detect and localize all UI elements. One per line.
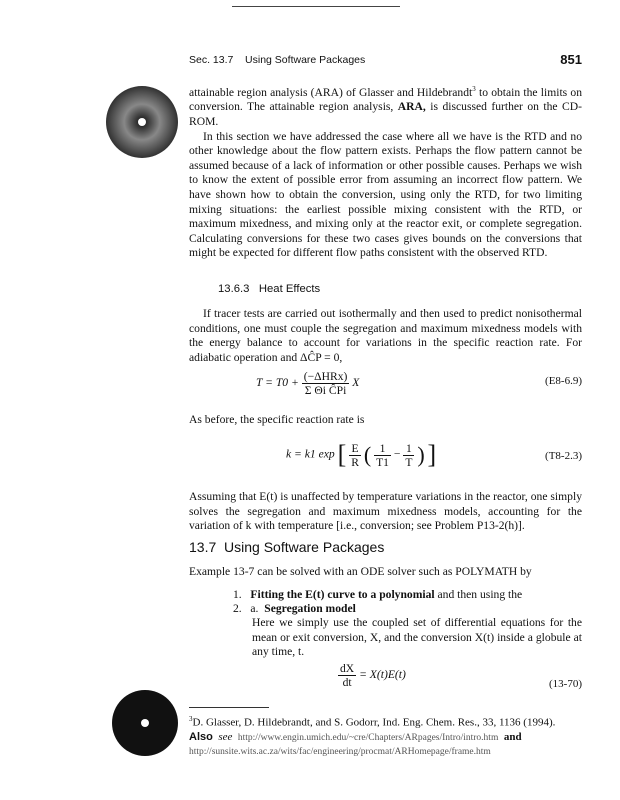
footnote-link-2[interactable]: http://sunsite.wits.ac.za/wits/fac/engineering/procmat/ARHomepage/frame.htm xyxy=(189,746,491,757)
running-title: Using Software Packages xyxy=(245,54,366,66)
equation-rate-constant: k = k1 exp [ $\frac{E}{R}$ ( $\frac{1}{T1}$ − $\frac{1}{T}$ ) ] xyxy=(286,440,437,469)
footnote-citation: D. Glasser, D. Hildebrandt, and S. Godorr, Ind. Eng. Chem. Res., 33, 1136 (1994). xyxy=(192,716,556,729)
footnote: $^3$D. Glasser, D. Hildebrandt, and S. Godorr, Ind. Eng. Chem. Res., 33, 1136 (1994). Also see http://www.engin.umich.edu/~cre/Chapters/ARpages/Intro/intro.htm and http://sunsite.wits.ac.za/wits/fac/engineering/procmat/ARHomepage/frame.htm xyxy=(189,712,591,759)
list-item-2: 2. a. Segregation model xyxy=(233,602,356,615)
paragraph-rtd: In this section we have addressed the case where all we have is the RTD and no other knowledge about the flow pattern exists. Perhaps the flow pattern cannot be assumed because of a lack of information or other possible causes. Perhaps we wish to know the extent of possible error from assuming an incorrect flow pattern. We have shown how to obtain the conversion, using only the RTD, for two limiting mixing situations: the earliest possible mixing consistent with the RTD, or maximum mixedness, and mixing only at the reactor exit, or complete segregation. Calculating conversions for these two cases gives bounds on the conversions that might be expected for different flow paths consistent with the observed RTD. xyxy=(189,129,582,260)
equation-number-13-70: (13-70) xyxy=(549,678,582,690)
paragraph-ara: attainable region analysis (ARA) of Glasser and Hildebrandt$^3$ to obtain the limits on conversion. The attainable region analysis, ARA, is discussed further on the CD-ROM. In this section we have addressed the case where all we have is the RTD and no other knowledge about the flow pattern exists. Perhaps the flow pattern cannot be assumed because of a lack of information or other possible causes. Perhaps we wish to know the extent of possible error from assuming an incorrect flow pattern. We have shown how to obtain the conversion, using only the RTD, for two limiting mixing situations: the earliest possible mixing consistent with the RTD, or maximum mixedness, and mixing only at the reactor exit, or complete segregation. Calculating conversions for these two cases gives bounds on the conversions that might be expected for different flow paths consistent with the observed RTD. xyxy=(189,85,582,260)
equation-temperature: T = T0 + $\frac{\text{(−ΔHRx)}}{\text{Σ Θi ĈPi}}$ X xyxy=(256,370,360,397)
footnote-rule xyxy=(189,707,269,708)
top-rule xyxy=(232,6,400,7)
paragraph-rate: As before, the specific reaction rate is xyxy=(189,413,365,426)
paragraph-ode-solver: Example 13-7 can be solved with an ODE solver such as POLYMATH by xyxy=(189,565,532,578)
paragraph-segregation-temp: Assuming that E(t) is unaffected by temperature variations in the reactor, one simply solves the segregation and maximum mixedness models, accounting for the variation of k with temperature [i.e., conversion; see Problem P13-2(h)]. xyxy=(189,490,582,533)
cd-rom-icon xyxy=(106,86,178,158)
equation-number-t8-2-3: (T8-2.3) xyxy=(545,450,582,462)
footnote-link-1[interactable]: http://www.engin.umich.edu/~cre/Chapters/ARpages/Intro/intro.htm xyxy=(237,732,499,743)
section-label: Sec. 13.7 xyxy=(189,54,234,66)
cd-rom-icon-footnote xyxy=(112,690,178,756)
section-heading: 13.7 Using Software Packages xyxy=(189,539,385,555)
paragraph-heat-effects: If tracer tests are carried out isothermally and then used to predict nonisothermal conditions, one must couple the segregation and maximum mixedness models with the energy balance to account for variations in the specific reaction rate. For adiabatic operation and ΔĈP = 0, xyxy=(189,307,582,364)
equation-number-e8-6-9: (E8-6.9) xyxy=(545,375,582,387)
list-item-2-text: Here we simply use the coupled set of differential equations for the mean or exit conversion, X, and the conversion X(t) inside a globule at any time, t. xyxy=(252,616,582,659)
equation-segregation-ode: $\frac{dX}{dt}$ = X(t)E(t) xyxy=(340,662,406,689)
page-number: 851 xyxy=(560,52,582,67)
subsection-heading: 13.6.3 Heat Effects xyxy=(218,283,321,295)
list-item-1: 1. Fitting the E(t) curve to a polynomial and then using the xyxy=(233,588,523,601)
